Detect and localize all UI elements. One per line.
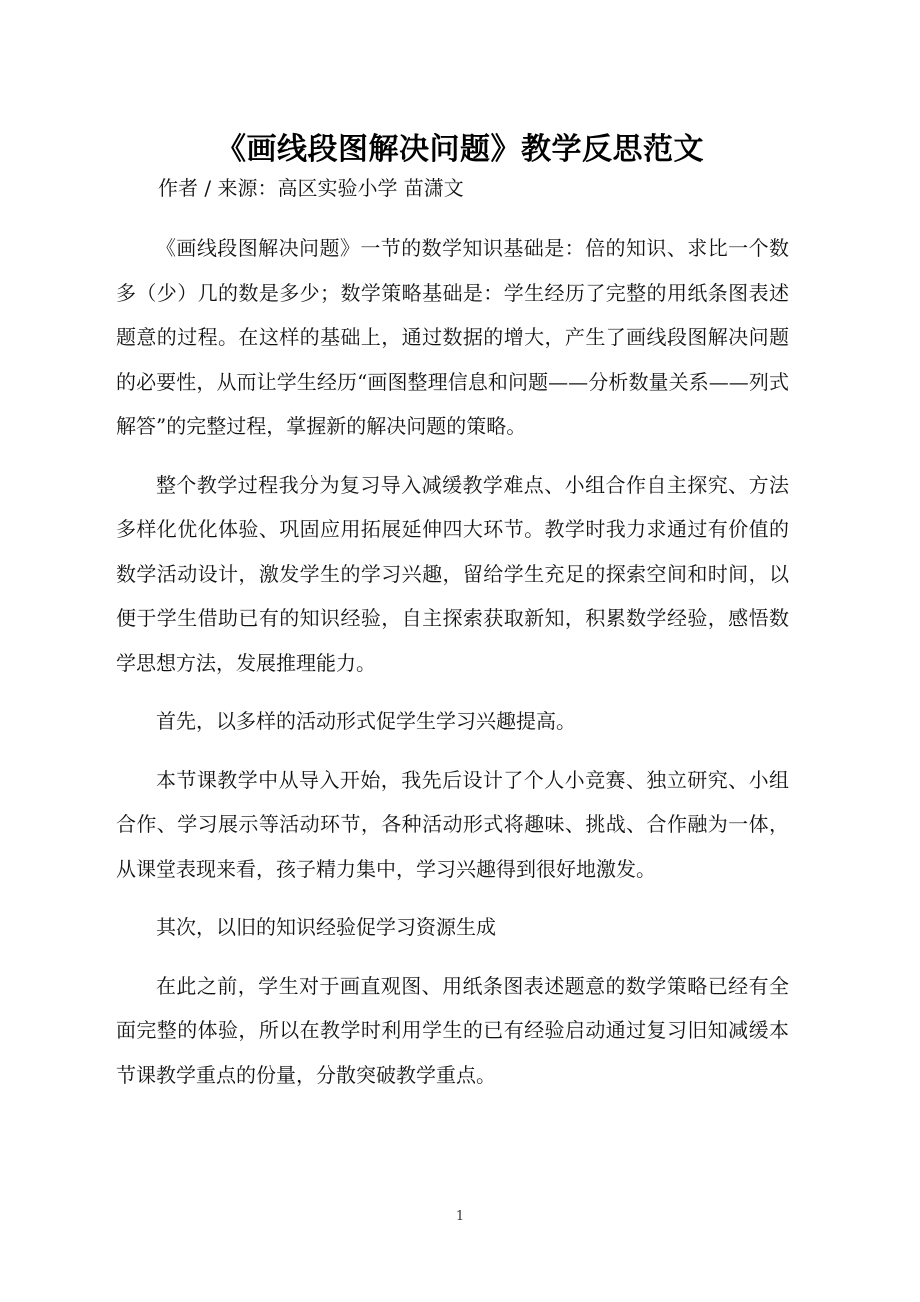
paragraph: 整个教学过程我分为复习导入减缓教学难点、小组合作自主探究、方法多样化优化体验、巩固应用拓展延伸四大环节。教学时我力求通过有价值的数学活动设计，激发学生的学习兴趣，留给学生充足的探索空间和时间，以便于学生借助已有的知识经验，自主探索获取新知，积累数学经验，感悟数学思想方法，发展推理能力。 xyxy=(116,472,789,675)
paragraph: 《画线段图解决问题》一节的数学知识基础是：倍的知识、求比一个数多（少）几的数是多少；数学策略基础是：学生经历了完整的用纸条图表述题意的过程。在这样的基础上，通过数据的增大，产生了画线段图解决问题的必要性，从而让学生经历“画图整理信息和问题——分析数量关系——列式解答”的完整过程，掌握新的解决问题的策略。 xyxy=(116,236,789,438)
author-line: 作者 / 来源：高区实验小学 苗潇文 xyxy=(158,176,464,200)
document-title: 《画线段图解决问题》教学反思范文 xyxy=(216,132,704,168)
page-number: 1 xyxy=(455,1209,465,1224)
paragraph: 其次，以旧的知识经验促学习资源生成 xyxy=(156,915,496,939)
paragraph: 在此之前，学生对于画直观图、用纸条图表述题意的数学策略已经有全面完整的体验，所以在教学时利用学生的已有经验启动通过复习旧知减缓本节课教学重点的份量，分散突破教学重点。 xyxy=(116,973,789,1087)
document-body xyxy=(116,226,789,1111)
paragraph: 首先，以多样的活动形式促学生学习兴趣提高。 xyxy=(156,709,576,733)
paragraph: 本节课教学中从导入开始，我先后设计了个人小竞赛、独立研究、小组合作、学习展示等活动环节，各种活动形式将趣味、挑战、合作融为一体，从课堂表现来看，孩子精力集中，学习兴趣得到很好地激发。 xyxy=(116,767,789,881)
